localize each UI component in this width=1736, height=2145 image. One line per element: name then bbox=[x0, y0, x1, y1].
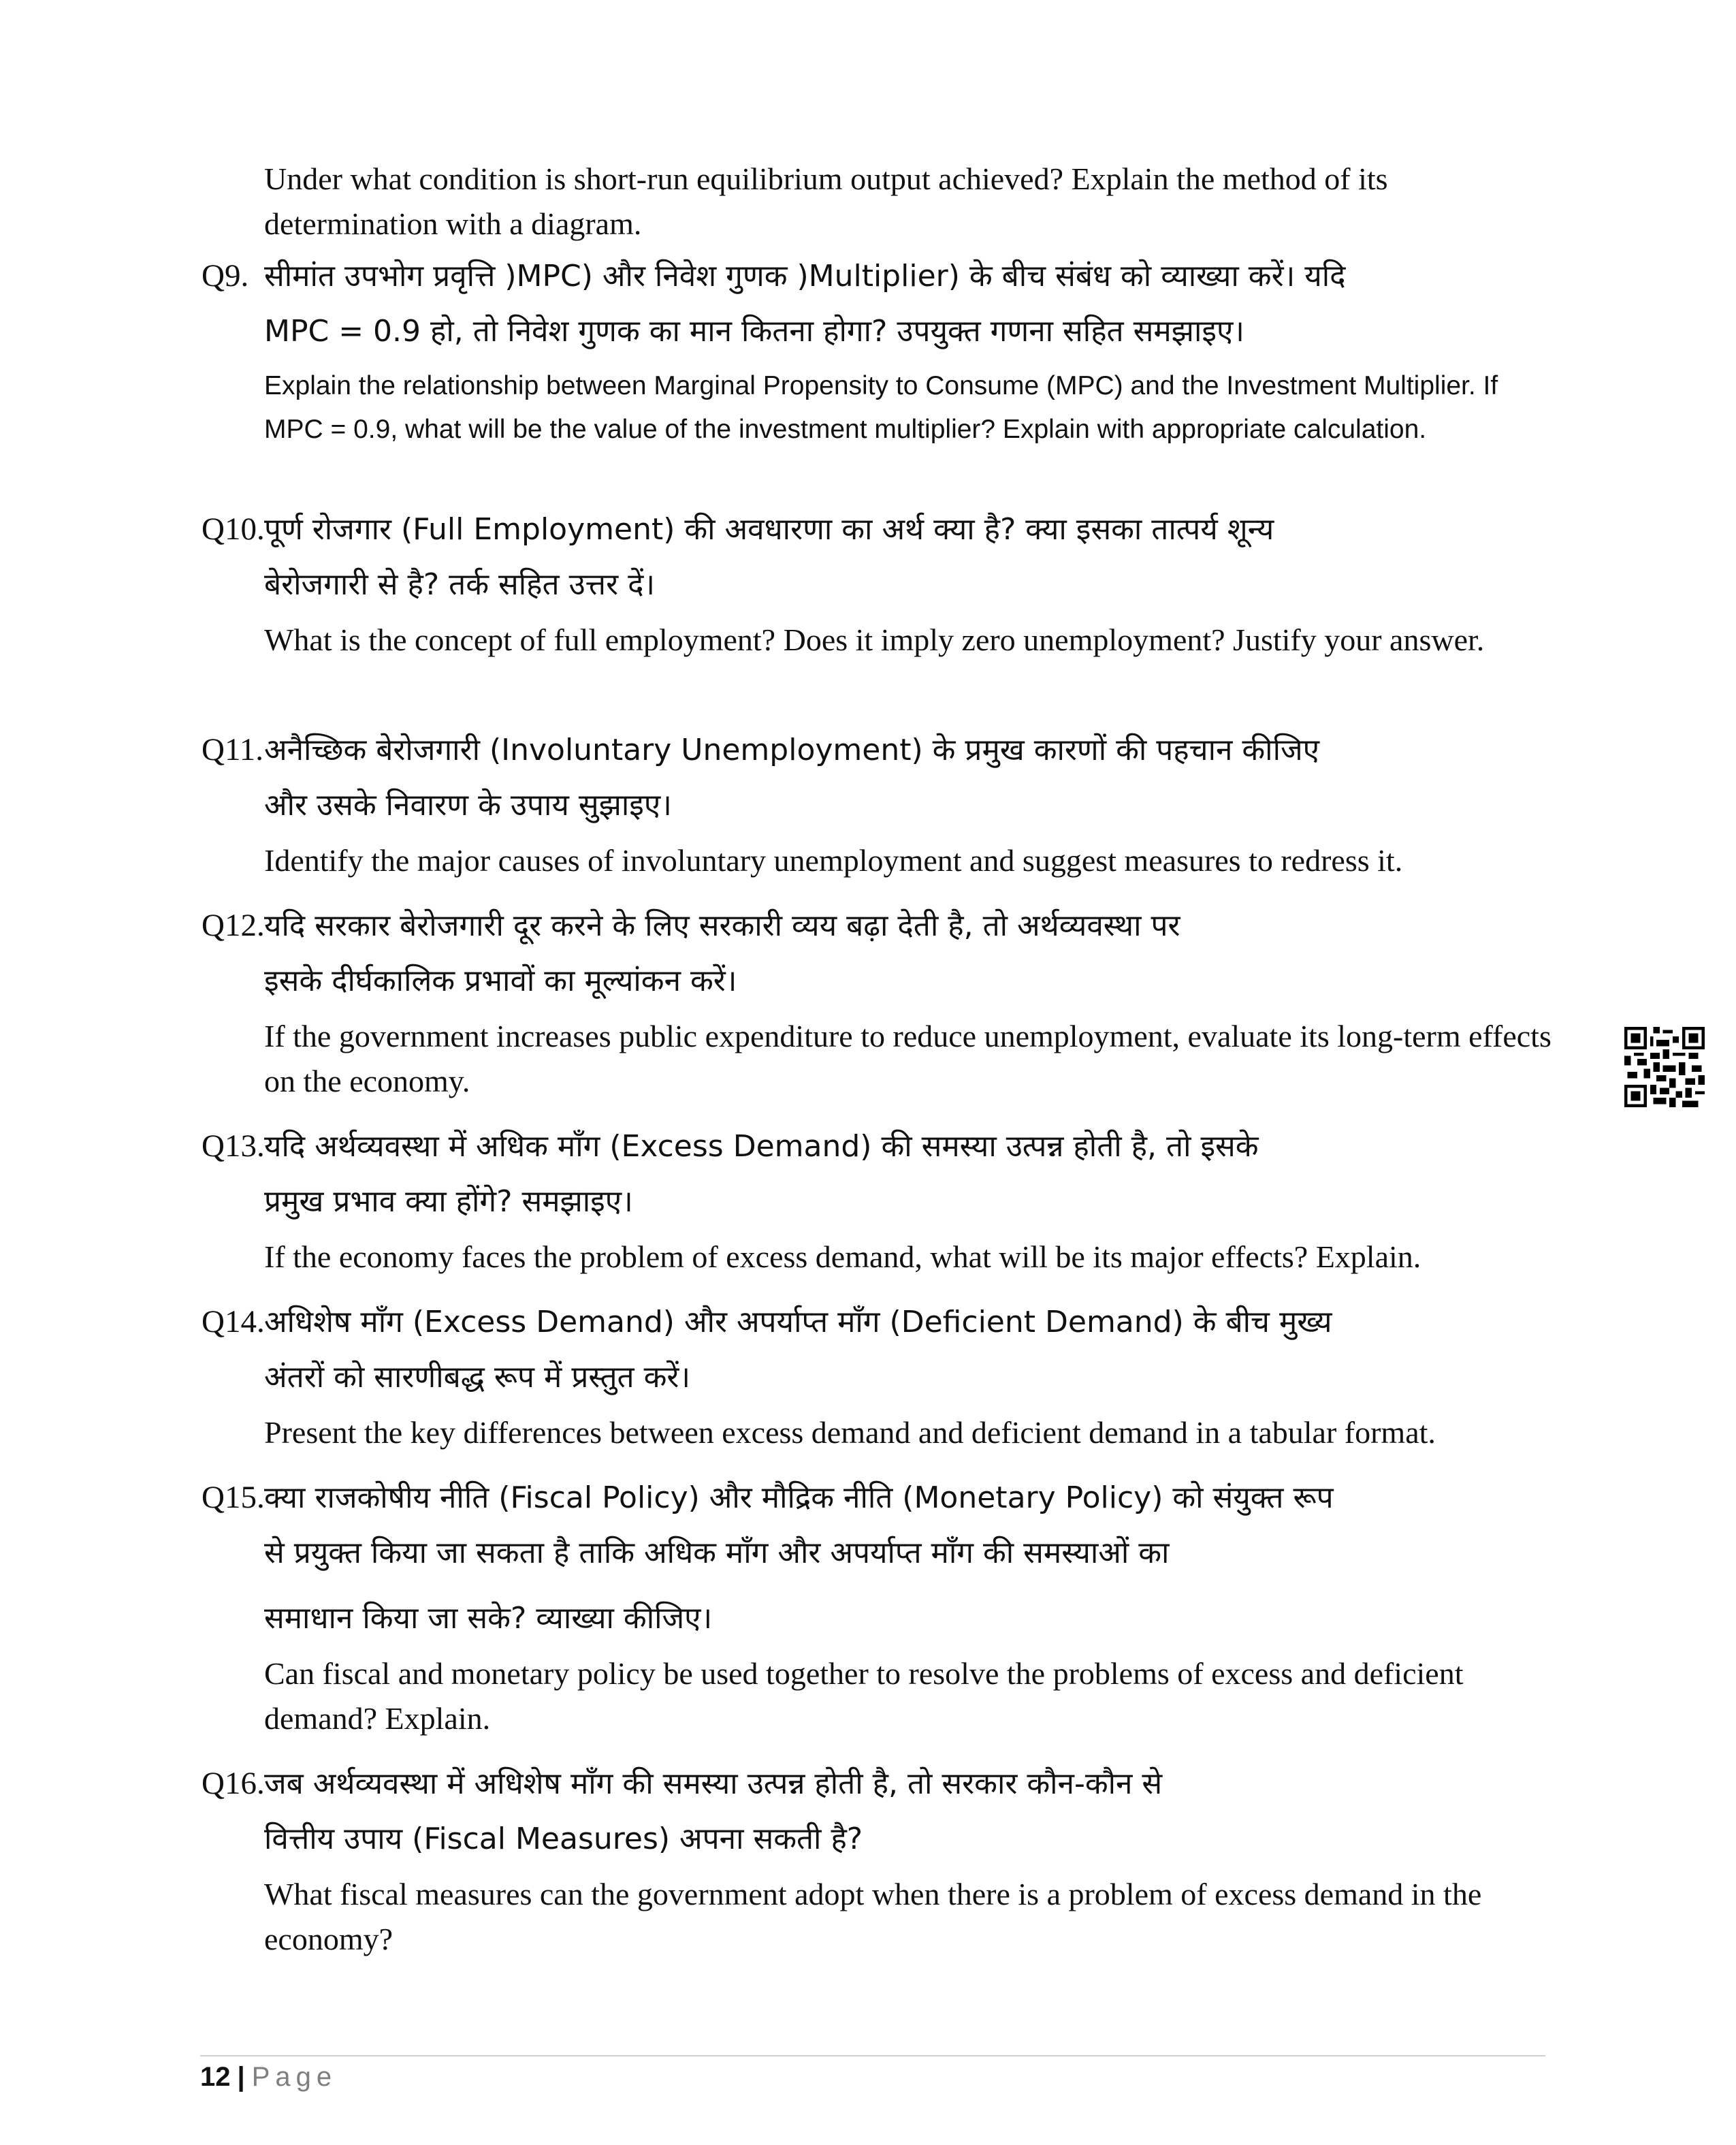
question-english: Can fiscal and monetary policy be used together to resolve the problems of excess and deficient demand? Explain. bbox=[264, 1656, 1464, 1736]
question-hindi: यदि सरकार बेरोजगारी दूर करने के लिए सरकारी व्यय बढ़ा देती है, तो अर्थव्यवस्था पर bbox=[264, 908, 1180, 943]
question-number: Q10. bbox=[202, 511, 265, 547]
question-hindi: अनैच्छिक बेरोजगारी (Involuntary Unemployment) के प्रमुख कारणों की पहचान कीजिए bbox=[264, 733, 1319, 767]
question-line bbox=[202, 1124, 1556, 1169]
question-q14 bbox=[202, 1299, 1556, 1455]
question-hindi-cont: अंतरों को सारणीबद्ध रूप में प्रस्तुत करें। bbox=[264, 1360, 691, 1395]
question-line bbox=[202, 903, 1556, 949]
footer-separator: | bbox=[237, 2062, 245, 2092]
question-number: Q14. bbox=[202, 1304, 265, 1339]
question-hindi: अधिशेष माँग (Excess Demand) और अपर्याप्त माँग (Deficient Demand) के बीच मुख्य bbox=[264, 1305, 1332, 1339]
question-line bbox=[202, 1299, 1556, 1345]
question-q13 bbox=[202, 1124, 1556, 1280]
question-line bbox=[202, 253, 1556, 299]
question-english: What is the concept of full employment? Does it imply zero unemployment? Justify your answer. bbox=[264, 622, 1485, 657]
page-label: Page bbox=[251, 2062, 338, 2092]
question-q15 bbox=[202, 1475, 1556, 1741]
question-hindi: पूर्ण रोजगार (Full Employment) की अवधारणा का अर्थ क्या है? क्या इसका तात्पर्य शून्य bbox=[264, 512, 1274, 547]
question-q11 bbox=[202, 727, 1556, 883]
question-english: If the government increases public expenditure to reduce unemployment, evaluate its long-term effects on the economy. bbox=[264, 1019, 1552, 1098]
question-number: Q12. bbox=[202, 908, 265, 943]
qr-code-icon[interactable] bbox=[1624, 1027, 1705, 1107]
question-hindi-cont: इसके दीर्घकालिक प्रभावों का मूल्यांकन करें। bbox=[264, 964, 737, 998]
question-hindi: जब अर्थव्यवस्था में अधिशेष माँग की समस्या उत्पन्न होती है, तो सरकार कौन-कौन से bbox=[264, 1766, 1163, 1801]
page-footer bbox=[200, 2062, 337, 2093]
footer-divider bbox=[200, 2055, 1545, 2056]
question-hindi: क्या राजकोषीय नीति (Fiscal Policy) और मौद्रिक नीति (Monetary Policy) को संयुक्त रूप bbox=[264, 1480, 1334, 1515]
question-english: Identify the major causes of involuntary unemployment and suggest measures to redress it. bbox=[264, 843, 1403, 878]
question-english: Present the key differences between excess demand and deficient demand in a tabular format. bbox=[264, 1415, 1436, 1450]
question-number: Q13. bbox=[202, 1128, 265, 1164]
question-q9 bbox=[202, 253, 1556, 451]
question-hindi-cont: बेरोजगारी से है? तर्क सहित उत्तर दें। bbox=[264, 567, 656, 602]
question-line bbox=[202, 507, 1556, 552]
question-hindi: यदि अर्थव्यवस्था में अधिक माँग (Excess Demand) की समस्या उत्पन्न होती है, तो इसके bbox=[264, 1129, 1259, 1164]
question-q16 bbox=[202, 1761, 1556, 1962]
question-number: Q11. bbox=[202, 732, 263, 767]
question-number: Q15. bbox=[202, 1480, 265, 1515]
question-english: What fiscal measures can the government adopt when there is a problem of excess demand in the economy? bbox=[264, 1877, 1482, 1956]
question-english: If the economy faces the problem of excess demand, what will be its major effects? Explain. bbox=[264, 1239, 1421, 1274]
question-hindi-cont: MPC = 0.9 हो, तो निवेश गुणक का मान कितना होगा? उपयुक्त गणना सहित समझाइए। bbox=[264, 314, 1244, 349]
question-q12 bbox=[202, 903, 1556, 1104]
question-line bbox=[202, 727, 1556, 773]
question-line bbox=[202, 1761, 1556, 1807]
question-q10 bbox=[202, 507, 1556, 663]
question-hindi-cont: प्रमुख प्रभाव क्या होंगे? समझाइए। bbox=[264, 1184, 633, 1219]
question-hindi-cont: वित्तीय उपाय (Fiscal Measures) अपना सकती है? bbox=[264, 1822, 863, 1856]
question-hindi-cont: समाधान किया जा सके? व्याख्या कीजिए। bbox=[264, 1601, 713, 1636]
question-hindi: सीमांत उपभोग प्रवृत्ति )MPC) और निवेश गुणक )Multiplier) के बीच संबंध को व्याख्या करें। यदि bbox=[264, 259, 1346, 293]
question-line bbox=[202, 1475, 1556, 1521]
question-hindi-cont: से प्रयुक्त किया जा सकता है ताकि अधिक माँग और अपर्याप्त माँग की समस्याओं का bbox=[264, 1536, 1170, 1570]
intro-question-text: Under what condition is short-run equilibrium output achieved? Explain the method of its determination with a diagram. bbox=[264, 161, 1388, 241]
page-number: 12 bbox=[200, 2062, 231, 2092]
question-number: Q16. bbox=[202, 1766, 265, 1801]
question-english: Explain the relationship between Marginal Propensity to Consume (MPC) and the Investment Multiplier. If MPC = 0.9, what will be the value of the investment multiplier? Explain with appropriate calculation. bbox=[264, 371, 1498, 444]
question-hindi-cont: और उसके निवारण के उपाय सुझाइए। bbox=[264, 788, 672, 823]
question-number: Q9. bbox=[202, 258, 249, 293]
